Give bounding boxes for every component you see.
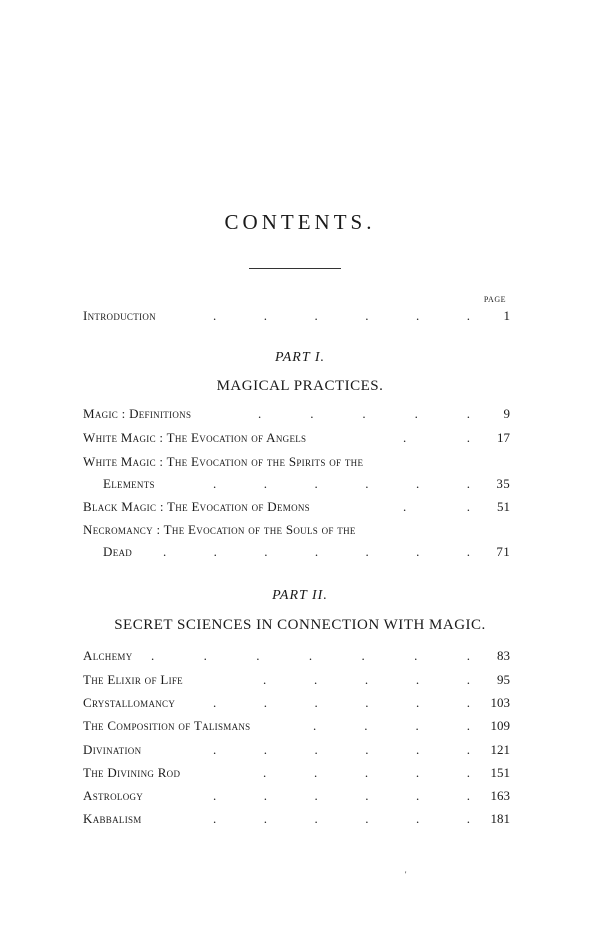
leader-dots: . . . . . .: [213, 788, 470, 803]
toc-entry: [83, 695, 510, 711]
section-title: MAGICAL PRACTICES.: [216, 378, 384, 394]
toc-entry-label: The Elixir of Life: [83, 672, 183, 687]
toc-entry-page: 17: [497, 430, 510, 445]
toc-entry-label: White Magic : The Evocation of the Spirits of the: [83, 454, 364, 469]
toc-entry-page: 181: [490, 811, 510, 826]
toc-entry-label: Astrology: [83, 788, 144, 803]
page-column-header: PAGE: [483, 295, 506, 304]
print-mark: ': [405, 870, 407, 879]
toc-entry: [83, 788, 510, 804]
toc-entry-page: 151: [490, 765, 510, 780]
toc-entry-page: 35: [496, 476, 510, 491]
toc-entry-label: Black Magic : The Evocation of Demons: [83, 499, 310, 514]
leader-dots: . . . . . . .: [151, 648, 470, 663]
leader-dots: . . . . .: [258, 406, 470, 421]
toc-entry-label: Necromancy : The Evocation of the Souls of the: [83, 522, 356, 537]
page-title: CONTENTS.: [224, 210, 376, 234]
toc-entry-page: 71: [496, 544, 510, 559]
leader-dots: . . . . . .: [213, 308, 470, 323]
toc-entry-label: Divination: [83, 742, 142, 757]
toc-entry: [83, 406, 510, 422]
leader-dots: . . . . . .: [213, 476, 470, 491]
toc-entry: [83, 718, 510, 734]
leader-dots: . .: [403, 499, 470, 514]
toc-entry: [83, 672, 510, 688]
section-title: SECRET SCIENCES IN CONNECTION WITH MAGIC.: [114, 617, 486, 633]
toc-entry-label-continued: Elements: [103, 476, 155, 491]
leader-dots: . . . . .: [263, 672, 470, 687]
part-heading: PART II.: [272, 588, 328, 603]
toc-entry-label-continued: Dead: [103, 544, 133, 559]
leader-dots: . . . .: [313, 718, 470, 733]
toc-entry-page: 121: [490, 742, 510, 757]
toc-entry-label: Magic : Definitions: [83, 406, 192, 421]
toc-entry: [83, 430, 510, 446]
toc-entry-page: 109: [490, 718, 510, 733]
toc-entry-page: 51: [497, 499, 510, 514]
leader-dots: . . . . .: [263, 765, 470, 780]
toc-entry: [83, 742, 510, 758]
toc-entry-page: 103: [490, 695, 510, 710]
toc-entry: [83, 499, 510, 515]
toc-entry: [83, 811, 510, 827]
toc-entry-page: 1: [503, 308, 510, 323]
toc-entry-label: The Divining Rod: [83, 765, 181, 780]
part-heading: PART I.: [274, 350, 326, 365]
toc-entry-label: Kabbalism: [83, 811, 142, 826]
toc-entry-introduction: [83, 308, 510, 324]
toc-entry-label: White Magic : The Evocation of Angels: [83, 430, 307, 445]
toc-entry-label: Crystallomancy: [83, 695, 176, 710]
toc-entry-label: Introduction: [83, 308, 156, 323]
toc-entry-page: 95: [497, 672, 510, 687]
toc-entry: [83, 522, 510, 559]
leader-dots: . . . . . . .: [163, 544, 470, 559]
toc-entry: [83, 765, 510, 781]
toc-entry-page: 9: [503, 406, 510, 421]
toc-entry: [83, 648, 510, 664]
toc-entry-label: Alchemy: [83, 648, 133, 663]
toc-entry-page: 163: [490, 788, 510, 803]
leader-dots: . . . . . .: [213, 742, 470, 757]
leader-dots: . .: [403, 430, 470, 445]
toc-entry-label: The Composition of Talismans: [83, 718, 251, 733]
leader-dots: . . . . . .: [213, 811, 470, 826]
leader-dots: . . . . . .: [213, 695, 470, 710]
toc-entry: [83, 454, 510, 491]
toc-entry-page: 83: [497, 648, 510, 663]
title-rule: [249, 268, 341, 269]
